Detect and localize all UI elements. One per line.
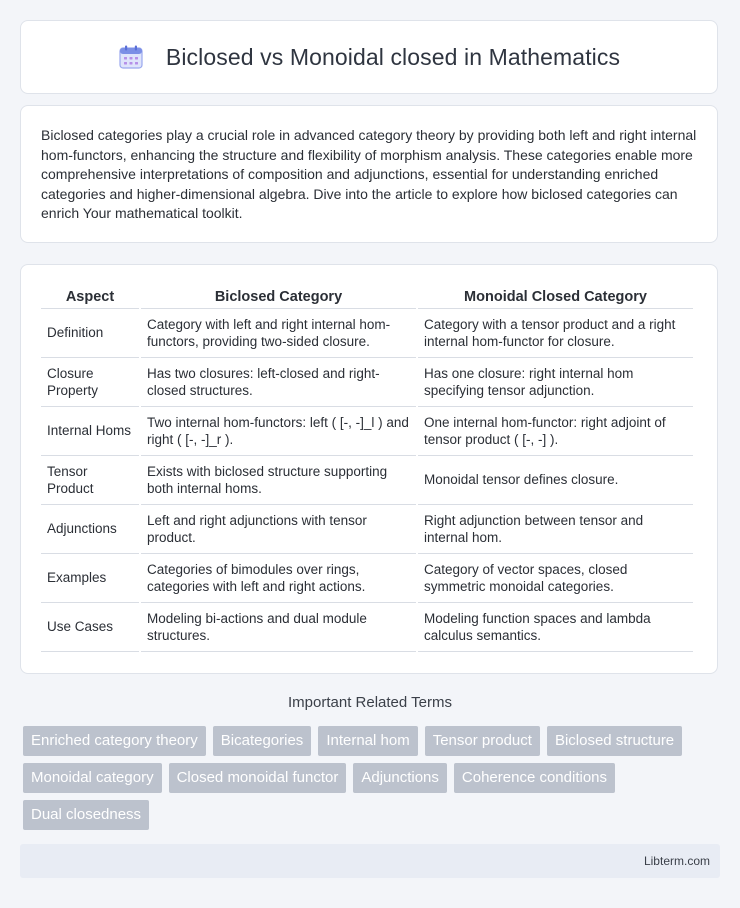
footer bbox=[20, 844, 720, 878]
cell-aspect: Closure Property bbox=[41, 358, 139, 407]
cell-aspect: Adjunctions bbox=[41, 505, 139, 554]
intro-card bbox=[20, 105, 718, 243]
tag-bicategories[interactable]: Bicategories bbox=[213, 726, 312, 756]
table-row bbox=[41, 505, 693, 554]
cell-monoidal: Right adjunction between tensor and internal hom. bbox=[418, 505, 693, 554]
cell-biclosed: Modeling bi-actions and dual module structures. bbox=[141, 603, 416, 652]
tag-monoidal-category[interactable]: Monoidal category bbox=[23, 763, 162, 793]
cell-aspect: Tensor Product bbox=[41, 456, 139, 505]
table-row bbox=[41, 603, 693, 652]
related-terms-list bbox=[23, 726, 703, 837]
cell-biclosed: Exists with biclosed structure supporting both internal homs. bbox=[141, 456, 416, 505]
tag-adjunctions[interactable]: Adjunctions bbox=[353, 763, 447, 793]
tag-biclosed-structure[interactable]: Biclosed structure bbox=[547, 726, 682, 756]
cell-monoidal: Has one closure: right internal hom specifying tensor adjunction. bbox=[418, 358, 693, 407]
tag-closed-monoidal-functor[interactable]: Closed monoidal functor bbox=[169, 763, 347, 793]
cell-biclosed: Category with left and right internal hom-functors, providing two-sided closure. bbox=[141, 309, 416, 358]
cell-biclosed: Two internal hom-functors: left ( [-, -]_l ) and right ( [-, -]_r ). bbox=[141, 407, 416, 456]
table-row bbox=[41, 309, 693, 358]
cell-monoidal: One internal hom-functor: right adjoint of tensor product ( [-, -] ). bbox=[418, 407, 693, 456]
tag-coherence-conditions[interactable]: Coherence conditions bbox=[454, 763, 615, 793]
comparison-table-card bbox=[20, 264, 718, 674]
header-monoidal: Monoidal Closed Category bbox=[418, 283, 693, 309]
page-title: Biclosed vs Monoidal closed in Mathematics bbox=[165, 43, 621, 70]
cell-aspect: Internal Homs bbox=[41, 407, 139, 456]
cell-aspect: Examples bbox=[41, 554, 139, 603]
header-aspect: Aspect bbox=[41, 283, 139, 309]
tag-internal-hom[interactable]: Internal hom bbox=[318, 726, 417, 756]
header-biclosed: Biclosed Category bbox=[141, 283, 416, 309]
cell-monoidal: Modeling function spaces and lambda calculus semantics. bbox=[418, 603, 693, 652]
cell-aspect: Definition bbox=[41, 309, 139, 358]
footer-site-link[interactable]: Libterm.com bbox=[643, 854, 710, 868]
cell-monoidal: Category with a tensor product and a right internal hom-functor for closure. bbox=[418, 309, 693, 358]
intro-paragraph: Biclosed categories play a crucial role in advanced category theory by providing both left and right internal hom-functors, enhancing the structure and flexibility of morphism analysis. These categories enable more comprehensive interpretations of composition and adjunctions, essential for understanding enriched categories and higher-dimensional algebra. Dive into the article to explore how biclosed categories can enrich Your mathematical toolkit. bbox=[41, 127, 697, 221]
table-row bbox=[41, 554, 693, 603]
calendar-icon bbox=[118, 44, 144, 70]
cell-biclosed: Left and right adjunctions with tensor product. bbox=[141, 505, 416, 554]
table-row bbox=[41, 456, 693, 505]
cell-biclosed: Has two closures: left-closed and right-closed structures. bbox=[141, 358, 416, 407]
table-row bbox=[41, 358, 693, 407]
table-row bbox=[41, 407, 693, 456]
cell-monoidal: Monoidal tensor defines closure. bbox=[418, 456, 693, 505]
cell-aspect: Use Cases bbox=[41, 603, 139, 652]
cell-biclosed: Categories of bimodules over rings, categories with left and right actions. bbox=[141, 554, 416, 603]
comparison-table bbox=[39, 283, 695, 652]
cell-monoidal: Category of vector spaces, closed symmetric monoidal categories. bbox=[418, 554, 693, 603]
table-header-row bbox=[41, 283, 693, 309]
related-terms-heading: Important Related Terms bbox=[288, 694, 452, 711]
tag-dual-closedness[interactable]: Dual closedness bbox=[23, 800, 149, 830]
tag-enriched-category-theory[interactable]: Enriched category theory bbox=[23, 726, 206, 756]
tag-tensor-product[interactable]: Tensor product bbox=[425, 726, 540, 756]
header-card bbox=[20, 20, 718, 94]
